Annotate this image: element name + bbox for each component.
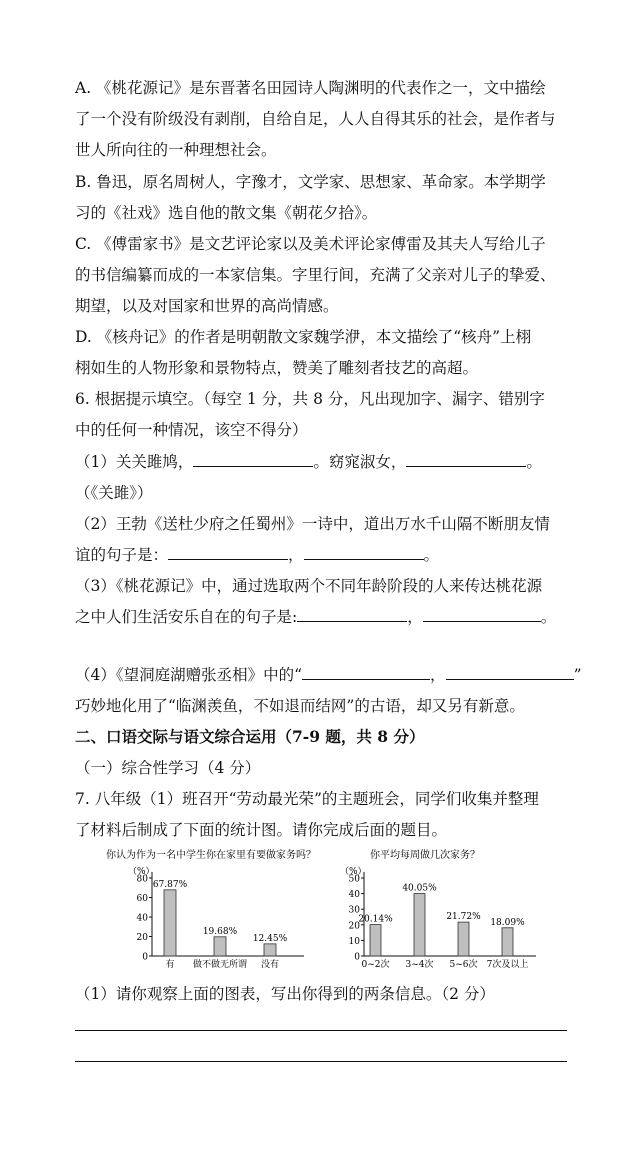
question-6-item-4-line-1 [75, 665, 582, 685]
q6-item2-mid: ， [288, 546, 304, 564]
option-a-line-1: A. 《桃花源记》是东晋著名田园诗人陶渊明的代表作之一，文中描绘 [75, 79, 546, 97]
question-7-line-1: 7. 八年级（1）班召开“劳动最光荣”的主题班会，同学们收集并整理 [75, 790, 539, 808]
option-c-line-3: 期望，以及对国家和世界的高尚情感。 [75, 297, 339, 315]
q6-item1-end: 。 [526, 453, 542, 471]
bar-data-label: 40.05% [402, 883, 437, 894]
q6-item2-end: 。 [423, 546, 440, 564]
option-b-line-2: 习的《社戏》选自他的散文集《朝花夕拾》。 [75, 204, 378, 222]
section-2-heading: 二、口语交际与语文综合运用（7-9 题，共 8 分） [75, 727, 425, 746]
question-6-item-2-line-1: （2）王勃《送杜少府之任蜀州》一诗中，道出万水千山隔不断朋友情 [75, 515, 550, 533]
answer-line-2[interactable] [75, 1061, 567, 1062]
answer-blank-1[interactable] [193, 452, 313, 467]
option-d-line-1: D. 《核舟记》的作者是明朝散文家魏学洢，本文描绘了“核舟”上栩 [75, 328, 532, 346]
q6-item3-end: 。 [540, 608, 557, 626]
answer-blank-2[interactable] [406, 452, 526, 467]
question-7-sub-1: （1）请你观察上面的图表，写出你得到的两条信息。（2 分） [75, 985, 495, 1003]
bar [502, 928, 513, 956]
q6-item4-prefix: （4）《望洞庭湖赠张丞相》中的“ [75, 666, 303, 684]
question-6-line-2: 中的任何一种情况，该空不得分） [75, 421, 308, 439]
bar-data-label: 19.68% [202, 926, 238, 937]
y-tick-label: 0 [354, 952, 360, 963]
x-tick-label: 7次及以上 [486, 960, 529, 970]
q6-item4-mid: ， [430, 666, 446, 684]
chart-housework-attitude [104, 846, 344, 978]
chart-title: 你认为作为一名中学生你在家里有要做家务吗？ [106, 850, 316, 861]
question-6-item-3-line-2 [75, 607, 556, 627]
y-tick-label: 50 [348, 874, 360, 885]
subsection-1-heading: （一）综合性学习（4 分） [75, 759, 261, 777]
bar-data-label: 18.09% [490, 917, 525, 928]
q6-item3-mid: ， [407, 608, 423, 626]
question-6-item-3-line-1: （3）《桃花源记》中，通过选取两个不同年龄阶段的人来传达桃花源 [75, 577, 543, 595]
y-tick-label: 60 [136, 894, 148, 904]
q6-item4-end: ” [573, 666, 582, 684]
bar [264, 944, 276, 956]
q6-item1-mid: 。窈窕淑女， [313, 453, 407, 471]
x-tick-label: 3~4次 [405, 960, 434, 970]
bar [164, 890, 176, 956]
bar [214, 937, 226, 956]
question-6-line-1: 6. 根据提示填空。（每空 1 分，共 8 分，凡出现加字、漏字、错别字 [75, 390, 545, 408]
y-tick-label: 20 [136, 933, 148, 943]
answer-blank-8[interactable] [446, 665, 574, 680]
q6-item3-prefix: 之中人们生活安乐自在的句子是: [75, 608, 298, 626]
question-6-item-2-line-2 [75, 545, 439, 565]
x-tick-label: 做不做无所谓 [192, 960, 248, 970]
answer-blank-3[interactable] [168, 545, 288, 560]
option-c-line-2: 的书信编纂而成的一本家信集。字里行间，充满了父亲对儿子的挚爱、 [75, 266, 556, 284]
bar-data-label: 67.87% [152, 879, 188, 890]
bar [458, 922, 469, 956]
bar [414, 894, 425, 956]
y-tick-label: 20 [348, 921, 360, 932]
bar [370, 925, 381, 956]
y-tick-label: 10 [348, 936, 360, 947]
question-7-line-2: 了材料后制成了下面的统计图。请你完成后面的题目。 [75, 821, 448, 839]
y-tick-label: 30 [348, 905, 360, 916]
y-tick-label: 80 [136, 874, 148, 885]
option-d-line-2: 栩如生的人物形象和景物特点，赞美了雕刻者技艺的高超。 [75, 359, 479, 377]
option-b-line-1: B. 鲁迅，原名周树人，字豫才，文学家、思想家、革命家。本学期学 [75, 173, 546, 191]
answer-blank-6[interactable] [423, 607, 541, 622]
bar-data-label: 20.14% [358, 914, 393, 925]
x-tick-label: 5~6次 [449, 960, 478, 970]
y-tick-label: 40 [348, 890, 360, 901]
option-c-line-1: C. 《傅雷家书》是文艺评论家以及美术评论家傅雷及其夫人写给儿子 [75, 235, 546, 253]
bar-data-label: 21.72% [446, 912, 481, 923]
option-a-line-2: 了一个没有阶级没有剥削，自给自足，人人自得其乐的社会，是作者与 [75, 110, 556, 128]
answer-line-1[interactable] [75, 1030, 567, 1031]
option-a-line-3: 世人所向往的一种理想社会。 [75, 141, 277, 159]
x-tick-label: 有 [165, 960, 175, 970]
y-axis-unit-label: （%） [128, 867, 155, 877]
q6-item1-prefix: （1）关关雎鸠， [75, 453, 194, 471]
chart-1-svg [104, 846, 344, 974]
bar-data-label: 12.45% [252, 933, 288, 944]
answer-blank-5[interactable] [297, 607, 407, 622]
y-tick-label: 0 [142, 952, 148, 963]
question-6-item-1-source: （《关雎》） [75, 484, 153, 502]
x-tick-label: 0~2次 [361, 960, 390, 970]
answer-blank-7[interactable] [302, 665, 430, 680]
chart-housework-frequency [336, 846, 546, 978]
y-axis-unit-label: （%） [340, 867, 367, 877]
answer-blank-4[interactable] [304, 545, 424, 560]
question-6-item-4-line-2: 巧妙地化用了“临渊羡鱼，不如退而结网”的古语，却又另有新意。 [75, 697, 525, 715]
y-tick-label: 40 [136, 913, 148, 924]
q6-item2-prefix: 谊的句子是： [75, 546, 169, 564]
chart-2-svg [336, 846, 546, 974]
question-6-item-1 [75, 452, 542, 472]
chart-title: 你平均每周做几次家务？ [370, 850, 480, 861]
x-tick-label: 没有 [260, 960, 280, 970]
